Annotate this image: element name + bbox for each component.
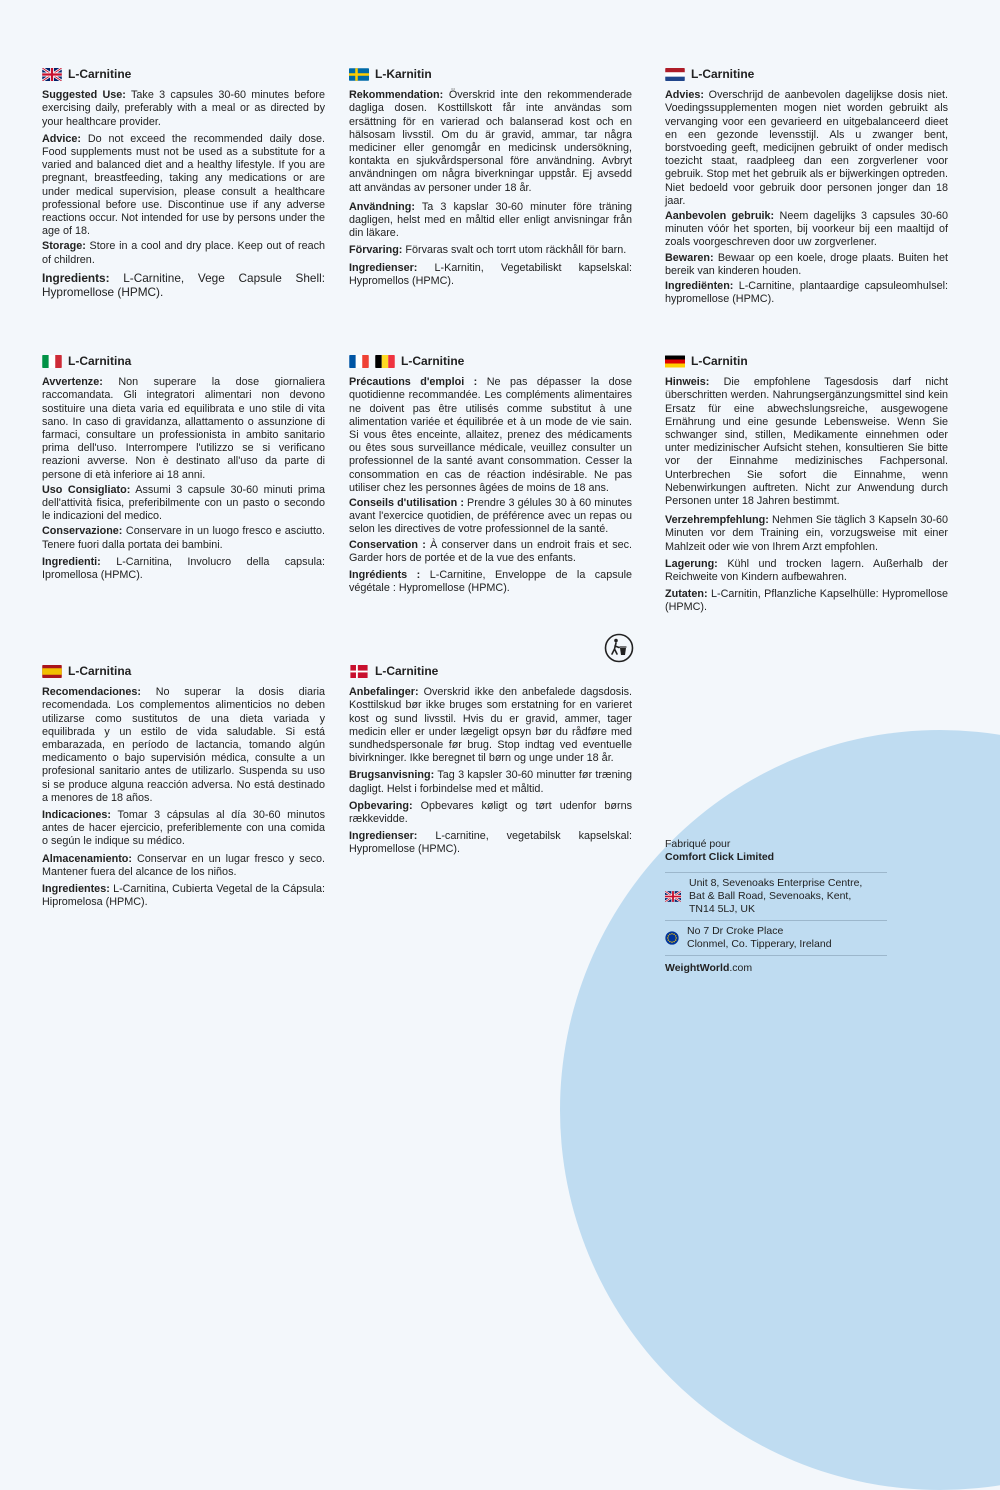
paragraph <box>665 89 948 208</box>
brand-name: WeightWorld <box>665 962 730 974</box>
manufacturer-info <box>665 838 887 975</box>
paragraph <box>42 853 325 879</box>
paragraph-text: Tag 3 kapsler 30-60 minutter før træning dagligt. Helst i forbindelse med et måltid. <box>349 769 632 795</box>
denmark-flag-icon <box>349 665 369 678</box>
section-title: L-Carnitina <box>68 354 132 368</box>
paragraph-text: Bewaar op een koele, droge plaats. Buiten het bereik van kinderen houden. <box>665 251 949 277</box>
paragraph-label: Ingredienser: <box>349 261 418 274</box>
paragraph-label: Précautions d'emploi : <box>349 376 478 389</box>
paragraph <box>665 588 948 614</box>
paragraph-text: L-Carnitine, Enveloppe de la capsule végétale : Hypromellose (HPMC). <box>349 569 633 595</box>
belgium-flag-icon <box>375 355 395 368</box>
paragraph-text: À conserver dans un endroit frais et sec. Garder hors de portée et de la vue des enfants. <box>349 538 633 564</box>
italy-flag-icon <box>42 355 62 368</box>
paragraph-text: Tomar 3 cápsulas al día 30-60 minutos antes de hacer ejercicio, preferiblemente con una comida o según le indique su médico. <box>42 809 325 848</box>
section-title: L-Carnitine <box>691 67 755 81</box>
paragraph <box>349 244 632 257</box>
section-fr-be <box>349 355 632 597</box>
paragraph-label: Förvaring: <box>349 244 403 257</box>
brand-logo <box>665 962 887 975</box>
paragraph-label: Ingredienser: <box>349 830 418 843</box>
paragraph <box>665 514 948 554</box>
paragraph <box>349 539 632 565</box>
paragraph-text: Ta 3 kapslar 30-60 minuter före träning dagligen, helst med en måltid eller enligt anvisningar från din läkare. <box>349 200 632 240</box>
uk-address <box>665 872 887 920</box>
uk-flag-icon <box>665 891 681 902</box>
section-header <box>42 665 325 678</box>
paragraph-text: L-Carnitine, Vege Capsule Shell: Hypromellose (HPMC). <box>42 270 325 299</box>
paragraph <box>665 558 948 584</box>
paragraph-label: Lagerung: <box>665 557 718 570</box>
manufacturer-label: Fabriqué pour <box>665 838 731 850</box>
paragraph-label: Aanbevolen gebruik: <box>665 210 775 223</box>
paragraph <box>349 376 632 495</box>
paragraph-text: Neem dagelijks 3 capsules 30-60 minuten vóór het sporten, bij voorkeur bij een maaltijd of zoals voorgeschreven door uw zorgverlener. <box>665 210 948 249</box>
section-en <box>42 68 325 301</box>
paragraph-text: Ne pas dépasser la dose quotidienne recommandée. Les compléments alimentaires ne doivent pas être utilisés comme substitut à une alimentation variée et équilibrée et à un mode de vie sain. Si vous êtes enceinte, allaitez, prenez des médicaments ou êtes sous surveillance médicale, veuillez consulter un professionnel de la santé avant consommation. Cesser la consommation en cas de réaction indésirable. Ne pas utiliser chez les personnes âgées de moins de 18 ans. <box>349 376 632 494</box>
paragraph <box>42 809 325 849</box>
paragraph <box>349 686 632 765</box>
paragraph-label: Ingrédients : <box>349 569 421 582</box>
paragraph-text: Overschrijd de aanbevolen dagelijkse dosis niet. Voedingssupplementen mogen niet worden gebruikt als vervanging voor een gevarieerd en uitgebalanceerd dieet en een gezonde levensstijl. Als u zwanger bent, borstvoeding geeft, medicijnen gebruikt of onder medisch toezicht staat, raadpleeg dan een zorgverlener voor gebruik. Stop met het gebruik als er bijwerkingen optreden. Niet bedoeld voor gebruik door personen jonger dan 18 jaar. <box>665 89 948 207</box>
paragraph-label: Indicaciones: <box>42 809 111 822</box>
uk-flag-icon <box>42 68 62 81</box>
paragraph-label: Användning: <box>349 200 415 213</box>
section-sv <box>349 68 632 290</box>
section-title: L-Carnitine <box>68 67 132 81</box>
paragraph-text: Opbevares køligt og tørt udenfor børns rækkevidde. <box>349 799 632 826</box>
paragraph-label: Almacenamiento: <box>42 852 132 865</box>
address-lines <box>687 925 832 951</box>
paragraph-label: Conservazione: <box>42 525 123 538</box>
paragraph <box>42 686 325 805</box>
paragraph-text: Overskrid ikke den anbefalede dagsdosis. Kosttilskud bør ikke bruges som erstatning for en varieret kost og sund livsstil. Hvis du er gravid, ammer, tager medicin eller er under lægeligt opsyn bør du rådføre med sundhedspersonale før brug. Stop indtag ved eventuelle bivirkninger. Ikke beregnet til børn og unge under 18 år. <box>349 686 633 765</box>
paragraph <box>349 800 632 826</box>
spain-flag-icon <box>42 665 62 678</box>
address-line: Unit 8, Sevenoaks Enterprise Centre, <box>689 877 863 889</box>
paragraph-text: L-Carnitina, Involucro della capsula: Ipromellosa (HPMC). <box>42 555 325 582</box>
netherlands-flag-icon <box>665 68 685 81</box>
germany-flag-icon <box>665 355 685 368</box>
section-header <box>665 355 948 368</box>
address-line: TN14 5LJ, UK <box>689 903 755 915</box>
paragraph-text: L-Carnitina, Cubierta Vegetal de la Cápsula: Hipromelosa (HPMC). <box>42 883 326 909</box>
paragraph-text: Take 3 capsules 30-60 minutes before exercising daily, preferably with a meal or as directed by your healthcare provider. <box>42 89 325 128</box>
paragraph-text: Store in a cool and dry place. Keep out of reach of children. <box>42 240 325 266</box>
paragraph-text: L-carnitine, vegetabilsk kapselskal: Hypromellose (HPMC). <box>349 830 632 856</box>
paragraph-label: Bewaren: <box>665 251 714 264</box>
section-header <box>42 68 325 81</box>
paragraph-label: Suggested Use: <box>42 89 126 102</box>
paragraph <box>349 262 632 288</box>
paragraph <box>42 556 325 582</box>
paragraph-label: Advies: <box>665 89 705 102</box>
tidyman-recycle-icon <box>604 633 634 663</box>
paragraph <box>349 497 632 537</box>
paragraph <box>42 271 325 299</box>
address-lines <box>689 877 862 916</box>
paragraph <box>42 240 325 266</box>
section-title: L-Carnitine <box>401 354 465 368</box>
paragraph-text: Förvaras svalt och torrt utom räckhåll för barn. <box>405 244 627 257</box>
paragraph-text: Överskrid inte den rekommenderade dagliga dosen. Kosttillskott får inte användas som ersättning för en varierad och balanserad kost och en hälsosam livsstil. Om du är gravid, ammar, tar några mediciner eller genomgår en medicinsk undersökning, kontakta en sjukvårdspersonal före användning. Avbryt användningen om några biverkningar uppstår. Ej avsedd att användas av personer under 18 år. <box>349 89 633 194</box>
section-title: L-Karnitin <box>375 67 432 81</box>
paragraph-text: L-Karnitin, Vegetabiliskt kapselskal: Hypromellos (HPMC). <box>349 261 632 287</box>
section-header <box>349 68 632 81</box>
paragraph-text: Kühl und trocken lagern. Außerhalb der Reichweite von Kindern aufbewahren. <box>665 557 948 584</box>
paragraph-label: Zutaten: <box>665 588 708 601</box>
paragraph <box>349 769 632 795</box>
section-nl <box>665 68 948 308</box>
france-flag-icon <box>349 355 369 368</box>
address-line: Clonmel, Co. Tipperary, Ireland <box>687 938 832 950</box>
paragraph-label: Ingrediënten: <box>665 280 734 293</box>
paragraph-label: Recomendaciones: <box>42 686 142 699</box>
paragraph-text: Do not exceed the recommended daily dose. Food supplements must not be used as a substitute for a varied and balanced diet and a healthy lifestyle. If you are pregnant, breastfeeding, taking any medications or are under medical supervision, please consult a healthcare professional before use. Discontinue use if any adverse reactions occur. Not intended for use by persons under the age of 18. <box>42 132 325 238</box>
section-title: L-Carnitina <box>68 664 132 678</box>
paragraph <box>665 210 948 250</box>
paragraph-label: Ingredienti: <box>42 555 101 568</box>
manufacturer-name: Comfort Click Limited <box>665 851 775 863</box>
paragraph <box>349 569 632 595</box>
paragraph-label: Conseils d'utilisation : <box>349 497 464 510</box>
paragraph-label: Anbefalinger: <box>349 686 419 699</box>
paragraph-text: Die empfohlene Tagesdosis darf nicht überschritten werden. Nahrungsergänzungsmittel sind kein Ersatz für eine abwechslungsreiche, ausgewogene Ernährung und eine gesunde Lebensweise. Wenn Sie schwanger sind, stillen, Medikamente einnehmen oder unter medizinischer Aufsicht stehen, konsultieren Sie bitte vor der Einnahme medizinisches Fachpersonal. Unterbrechen Sie sofort die Einnahme, wenn Nebenwirkungen auftreten. Nicht zur Anwendung durch Personen unter 18 Jahren bestimmt. <box>665 376 949 508</box>
paragraph <box>42 484 325 524</box>
paragraph-text: L-Carnitin, Pflanzliche Kapselhülle: Hypromellose (HPMC). <box>665 588 948 614</box>
address-line: Bat & Ball Road, Sevenoaks, Kent, <box>689 890 852 902</box>
brand-suffix: .com <box>729 962 753 974</box>
paragraph <box>42 525 325 551</box>
paragraph-text: Conservar en un lugar fresco y seco. Mantener fuera del alcance de los niños. <box>42 852 325 878</box>
paragraph-text: No superar la dosis diaria recomendada. Los complementos alimenticios no deben utilizarse como sustitutos de una dieta variada y equilibrada y un estilo de vida saludable. Si está embarazada, en período de lactancia, tomando algún medicamento o bajo supervisión médica, consulte a un profesional sanitario antes de utilizarlo. Suspenda su uso si se produce alguna reacción adversa. No está destinado a menores de 18 años. <box>42 686 325 804</box>
paragraph <box>665 280 948 306</box>
paragraph-label: Avvertenze: <box>42 376 103 389</box>
paragraph-label: Hinweis: <box>665 376 710 389</box>
paragraph-text: Nehmen Sie täglich 3 Kapseln 30-60 Minuten vor dem Training ein, vorzugsweise mit einer Mahlzeit oder wie von Ihrem Arzt empfohlen. <box>665 514 948 553</box>
paragraph-label: Verzehrempfehlung: <box>665 514 769 527</box>
section-it <box>42 355 325 584</box>
eu-flag-icon <box>665 931 679 945</box>
paragraph-label: Ingredients: <box>42 270 110 285</box>
paragraph-label: Ingredientes: <box>42 883 110 896</box>
section-de <box>665 355 948 617</box>
paragraph <box>42 883 325 909</box>
paragraph-label: Uso Consigliato: <box>42 483 131 496</box>
eu-address <box>665 920 887 956</box>
paragraph-label: Storage: <box>42 240 86 253</box>
sweden-flag-icon <box>349 68 369 81</box>
paragraph <box>42 376 325 482</box>
section-header <box>349 665 632 678</box>
section-es <box>42 665 325 911</box>
paragraph-text: Prendre 3 gélules 30 à 60 minutes avant l'exercice quotidien, de préférence avec un repas ou selon les directives de votre professionnel de la santé. <box>349 497 632 536</box>
section-header <box>665 68 948 81</box>
paragraph <box>349 201 632 241</box>
section-header <box>349 355 632 368</box>
section-da <box>349 665 632 859</box>
paragraph <box>665 376 948 508</box>
paragraph-text: L-Carnitine, plantaardige capsuleomhulsel: hypromellose (HPMC). <box>665 280 948 306</box>
paragraph <box>665 252 948 278</box>
paragraph-text: Assumi 3 capsule 30-60 minuti prima dell'attività fisica, preferibilmente con un pasto o secondo le indicazioni del medico. <box>42 483 326 523</box>
paragraph-label: Advice: <box>42 132 82 145</box>
section-header <box>42 355 325 368</box>
paragraph-label: Brugsanvisning: <box>349 769 435 782</box>
section-title: L-Carnitine <box>375 664 439 678</box>
paragraph <box>42 133 325 239</box>
paragraph-text: Non superare la dose giornaliera raccomandata. Gli integratori alimentari non devono sostituire una dieta varia ed equilibrata e uno stile di vita sano. In caso di gravidanza, allattamento o assunzione di farmaci, consultare un professionista in ambito sanitario prima dell'uso. Interrompere l'utilizzo se si verificano reazioni avverse. Non è destinato all'uso da parte di persone di età inferiore ai 18 anni. <box>42 376 326 481</box>
paragraph-label: Conservation : <box>349 538 426 551</box>
paragraph <box>349 830 632 856</box>
section-title: L-Carnitin <box>691 354 748 368</box>
paragraph <box>42 89 325 129</box>
paragraph-label: Opbevaring: <box>349 799 413 812</box>
paragraph-text: Conservare in un luogo fresco e asciutto. Tenere fuori dalla portata dei bambini. <box>42 525 325 551</box>
paragraph-label: Rekommendation: <box>349 89 444 102</box>
paragraph <box>349 89 632 195</box>
address-line: No 7 Dr Croke Place <box>687 925 784 937</box>
